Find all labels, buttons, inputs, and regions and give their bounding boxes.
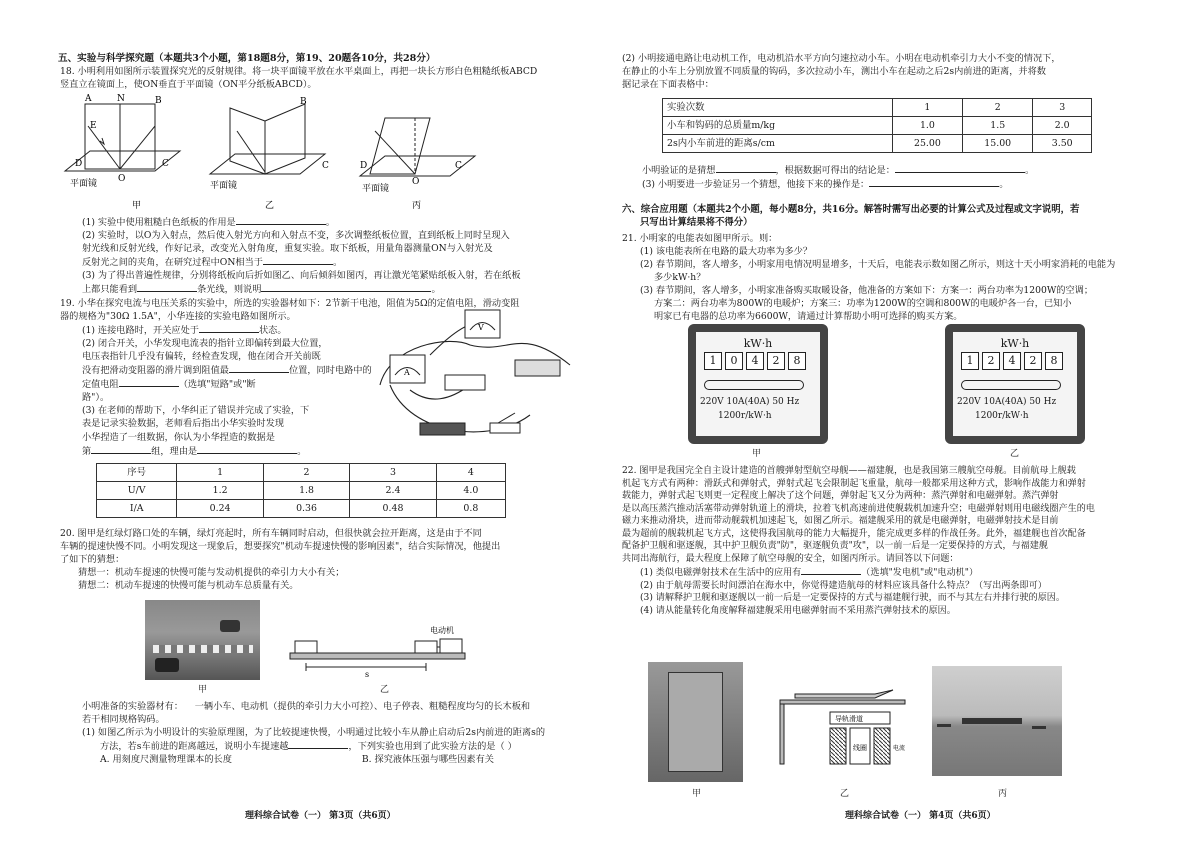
svg-text:C: C: [162, 159, 169, 169]
blank[interactable]: [137, 282, 197, 292]
blank[interactable]: [197, 444, 297, 454]
q21: 21. 小明家的电能表如图甲所示。则： (1) 该电能表所在电路的最大功率为多少？ (2) 春节期间，客人增多，小明家用电情况明显增多，十天后，电能表示数如图乙所示，则这十天小明家消耗的电能为 多少kW·h？ (3) 春节期间，客人增多，小明家准备购买取暖设备，他准备的方案如下：方案一：两台功率为1200W的空调； 方案二：两台功率为800W的电暖炉；方案三：功率为1200W的空调和800W的电暖炉各一台，已知小 明家已有电器的总功率为6600W，请通过计算帮助小明可选择的购买方案。: [622, 233, 1116, 323]
blank[interactable]: [801, 565, 861, 575]
q20-setup-figure: [280, 615, 480, 690]
q19-stem: 19. 小华在探究电流与电压关系的实验中，所选的实验器材如下：2节新干电池，阻值为5Ω的定值电阻，滑动变阻 器的规格为"30Ω 1.5A"，小华连接的实验电路如图所示。: [60, 298, 520, 323]
svg-text:V: V: [478, 323, 484, 332]
svg-text:电流: 电流: [893, 745, 906, 752]
svg-text:D: D: [75, 159, 83, 169]
q19-subquestions: (1) 连接电路时，开关应处于 状态。 (2) 闭合开关，小华发现电流表的指针立即偏转到最大位置， 电压表指针几乎没有偏转，经检查发现，他在闭合开关前既 没有把滑动变阻器的滑片调到阻值最 位置，同时电路中的 定值电阻 （选填"短路"或"断 路"）。 (3) 在老师的帮助下，小华纠正了错误并完成了实验，下 表是记录实验数据，老师看后指出小华实验时发现 小华捏造了一组数据，你认为小华捏造的数据是 第 组，理由是 。: [82, 325, 372, 457]
blank[interactable]: [869, 177, 999, 187]
q20-conclusion: 小明验证的是猜想 ，根据数据可得出的结论是： 。 (3) 小明要进一步验证另一个猜想，他接下来的操作是： 。: [642, 165, 1035, 191]
svg-text:导轨滑道: 导轨滑道: [835, 715, 863, 723]
caption-yi: 乙: [840, 789, 850, 799]
battery: [420, 423, 465, 435]
carrier-photo: [648, 662, 743, 782]
svg-text:B: B: [155, 96, 162, 106]
svg-text:平面镜: 平面镜: [362, 184, 390, 194]
svg-text:电动机: 电动机: [430, 626, 454, 635]
svg-text:C: C: [455, 161, 462, 171]
switch: [490, 413, 520, 433]
svg-text:A: A: [85, 94, 92, 104]
page-4: [600, 0, 1200, 849]
svg-text:O: O: [118, 174, 126, 184]
caption-jia: 甲: [198, 685, 208, 695]
resistor: [445, 375, 485, 390]
q22: 22. 图甲是我国完全自主设计建造的首艘弹射型航空母舰——福建舰，也是我国第三艘航空母舰。目前航母上舰载 机起飞方式有两种：滑跃式和弹射式，弹射式起飞会限制起飞重量，航母一般都采用这种方式，影响作战能力和弹射 载能力，弹射式起飞则更一定程度上解决了这个问题，弹射起飞又分为两种：蒸汽弹射和电磁弹射。蒸汽弹射 是以高压蒸汽推动活塞带动弹射轨道上的滑块，拉着飞机高速前进使舰载机加速升空；电磁弹射则用电磁线圈产生的电 磁力来推动滑块，进而带动舰载机加速起飞，如图乙所示。福建舰采用的就是电磁弹射，电磁弹射技术是目前 最为超前的舰载机起飞方式，这使得我国航母的能力大幅提升，能完成更多样的作战任务。此外，福建舰也首次配备 配备护卫舰和驱逐舰，其中护卫舰负责"防"，驱逐舰负责"攻"，以一前一后是一定要保持的方式，与福建舰 共同出海航行，最大程度上保障了航空母舰的安全，如图丙所示。请回答以下问题： (1) 类似电磁弹射技术在生活中的应用有 （选填"发电机"或"电动机"） (2) 由于航母需要长时间漂泊在海水中，你觉得建造航母的材料应该具备什么特点？（写出两条即可） (3) 请解释护卫舰和驱逐舰以一前一后是一定要保持的方式与福建舰行驶，而不与其左右并排行驶的原因。 (4) 请从能量转化角度解释福建舰采用电磁弹射而不采用蒸汽弹射技术的原因。: [622, 466, 1095, 617]
blank[interactable]: [263, 255, 333, 265]
q20-data-table: 实验次数 1 2 3 小车和钩码的总质量m/kg 1.0 1.5 2.0 2s内小车前进的距离s/cm 25.00 15.00 3.50: [662, 98, 1092, 153]
section-6-title: 六、综合应用题（本题共2个小题，每小题8分，共16分。解答时需写出必要的计算公式及过程或文字说明，若 只写出计算结果将不得分）: [622, 204, 1080, 229]
q18-stem: 18. 小明利用如图所示装置探究光的反射规律。将一块平面镜平放在水平桌面上，再把一块长方形白色粗糙纸板ABCD 竖直立在镜面上，使ON垂直于平面镜（ON平分纸板ABCD）。: [60, 66, 538, 91]
intersection-photo: [145, 600, 260, 680]
blank[interactable]: [716, 163, 776, 173]
caption-yi: 乙: [1010, 449, 1020, 459]
caption-yi: 乙: [380, 685, 390, 695]
svg-text:B: B: [300, 97, 307, 107]
blank[interactable]: [288, 739, 348, 749]
blank[interactable]: [236, 215, 326, 225]
svg-text:线圈: 线圈: [853, 744, 867, 752]
figure-yi: [210, 104, 325, 174]
blank[interactable]: [199, 323, 259, 333]
meter-yi: kW·h 1 2 4 2 8 220V 10A(40A) 50 Hz 1200r/kW·h: [945, 324, 1085, 444]
q18-figure: [60, 96, 480, 211]
svg-text:E: E: [90, 121, 97, 131]
svg-text:C: C: [322, 161, 329, 171]
q19-data-table: 序号 1 2 3 4 U/V 1.2 1.8 2.4 4.0 I/A 0.24 0.36 0.48 0.8: [96, 463, 506, 518]
meter-jia: kW·h 1 0 4 2 8 220V 10A(40A) 50 Hz 1200r/kW·h: [688, 324, 828, 444]
svg-text:N: N: [117, 94, 125, 104]
caption-jia: 甲: [692, 789, 702, 799]
svg-text:平面镜: 平面镜: [70, 179, 98, 189]
q20-materials: 小明准备的实验器材有： 一辆小车、电动机（提供的牵引力大小可控）、电子停表、粗糙程度均匀的长木板和 若干相同规格钩码。 (1) 如图乙所示为小明设计的实验原理图，为了比较提速快慢，小明通过比较小车从静止启动后2s内前进的距离s的 方法，若s车前进的距离越远，说明小车提速越 ，下列实验也用到了此实验方法的是（ ） A. 用刻度尺测量物理课本的长度 B. 探究液体压强与哪些因素有关: [82, 701, 546, 766]
q19-circuit-figure: [370, 305, 580, 450]
svg-text:s: s: [365, 670, 370, 679]
svg-text:A: A: [404, 368, 410, 377]
fleet-photo: [932, 666, 1062, 776]
q20-stem: 20. 图甲是红绿灯路口处的车辆，绿灯亮起时，所有车辆同时启动，但很快就会拉开距离，这是由于不同 车辆的提速快慢不同。小明发现这一现象后，想要探究"机动车提速快慢的影响因素"，结合实际情况，他提出 了如下的猜想： 猜想一：机动车提速的快慢可能与发动机提供的牵引力大小有关； 猜想二：机动车提速的快慢可能与机动车总质量有关。: [60, 528, 501, 592]
q20-part2: (2) 小明接通电路让电动机工作，电动机沿水平方向匀速拉动小车。小明在电动机牵引力大小不变的情况下， 在静止的小车上分别放置不同质量的钩码，多次拉动小车，测出小车在起动之后2s内前进的距离，并将数 据记录在下面表格中：: [622, 53, 1061, 91]
rheostat: [515, 360, 560, 376]
caption-jia: 甲: [752, 449, 762, 459]
svg-text:O: O: [412, 177, 420, 187]
svg-text:D: D: [360, 161, 368, 171]
page-footer: 理科综合试卷（一） 第4页（共6页）: [845, 811, 996, 821]
blank[interactable]: [895, 163, 1025, 173]
svg-text:乙: 乙: [265, 201, 275, 211]
blank[interactable]: [91, 444, 151, 454]
section-5-title: 五、实验与科学探究题（本题共3个小题，第18题8分，第19、20题各10分，共28分）: [58, 53, 436, 64]
blank[interactable]: [119, 377, 179, 387]
svg-text:丙: 丙: [412, 201, 422, 211]
blank[interactable]: [229, 363, 289, 373]
q18-subquestions: (1) 实验中使用粗糙白色纸板的作用是 。 (2) 实验时，以O为入射点，然后使入射光方向和入射点不变，多次调整纸板位置，直到纸板上同时呈现入 射光线和反射光线，作好记录，改变光入射角度，重复实验。取下纸板，用量角器测量ON与入射光及 反射光之间的夹角，在研究过程中ON相当于 。 (3) 为了得出普遍性规律，分别将纸板向后折如图乙、向后倾斜如图丙，再让激光笔紧贴纸板入射，若在纸板 上都只能看到 条光线，则说明 。: [82, 217, 521, 296]
page-footer: 理科综合试卷（一） 第3页（共6页）: [245, 811, 396, 821]
blank[interactable]: [261, 282, 431, 292]
svg-text:甲: 甲: [132, 201, 142, 211]
svg-text:平面镜: 平面镜: [210, 181, 238, 191]
caption-bing: 丙: [998, 789, 1008, 799]
catapult-figure: [775, 672, 910, 782]
